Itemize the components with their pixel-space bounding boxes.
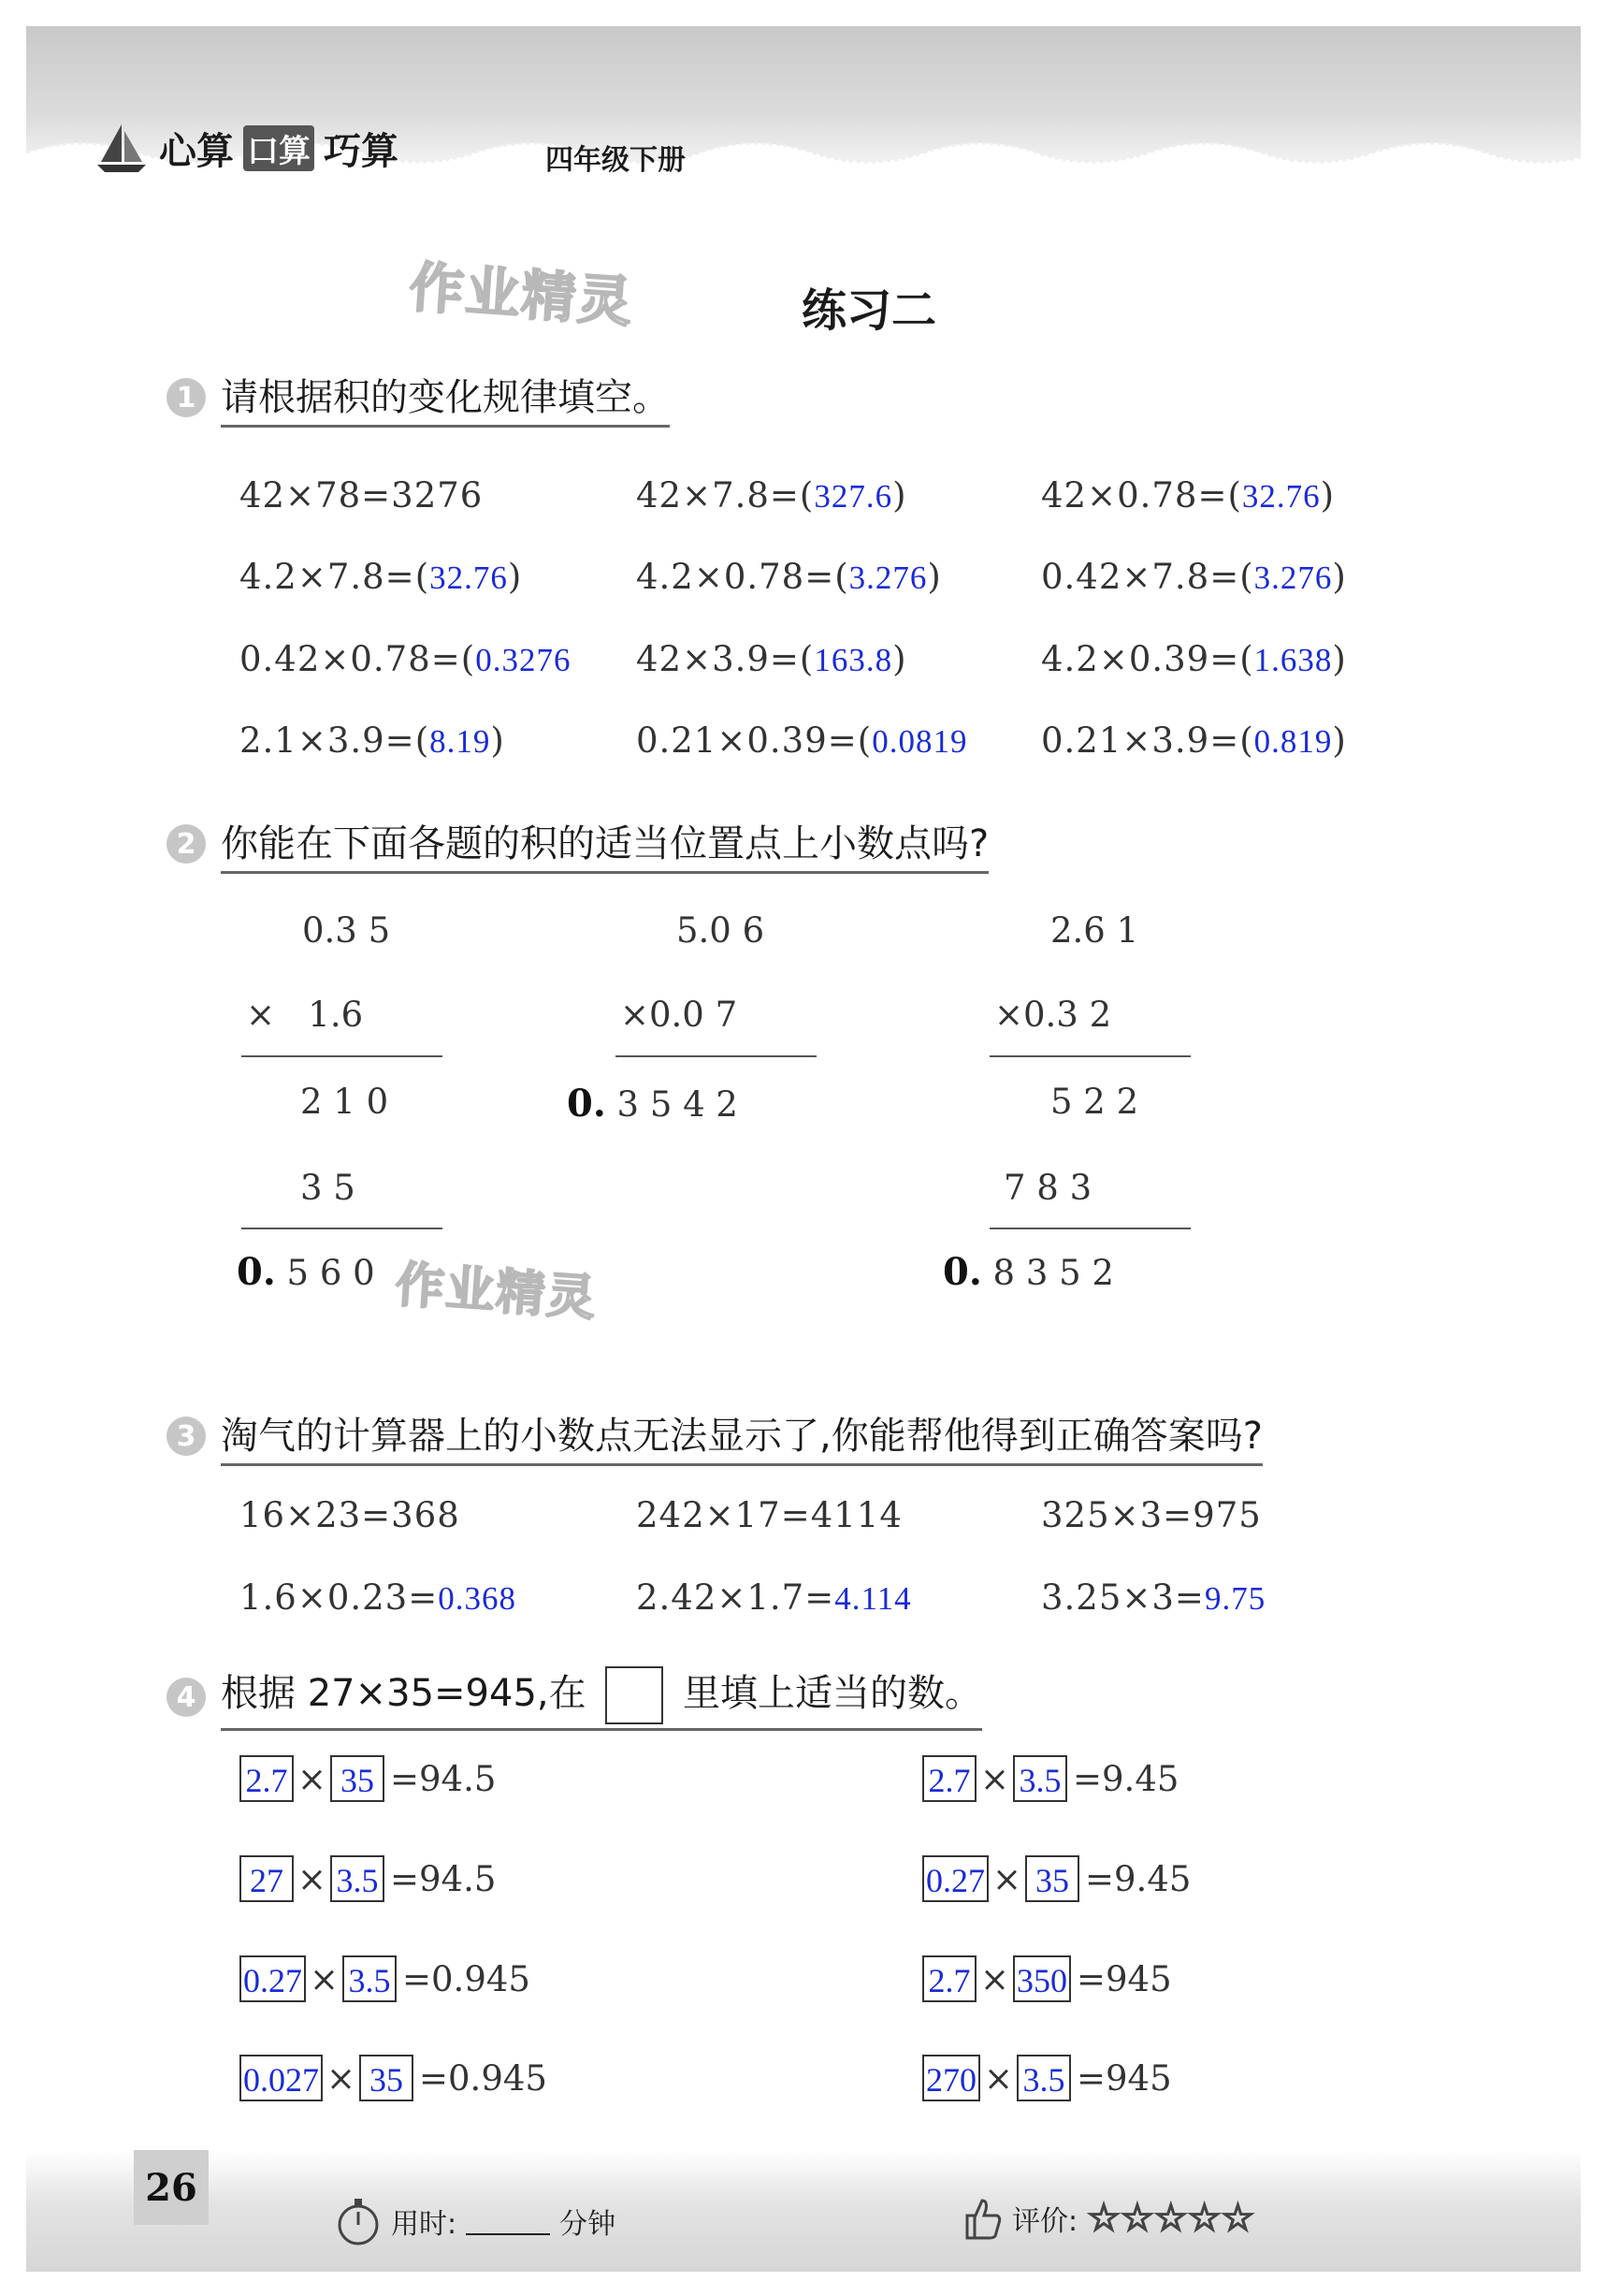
question-number: 4 [166,1678,206,1717]
equation-text: 4.2×7.8=( [239,557,430,597]
answer-box[interactable]: 27 [239,1855,294,1902]
time-label: 用时: [391,2208,457,2241]
star-icon[interactable]: ☆ [1120,2197,1154,2240]
rating-label: 评价: [1012,2205,1078,2238]
answer: 0.3276 [475,642,572,678]
decimal-prefix: 0. [943,1250,982,1294]
empty-box-symbol [605,1666,663,1724]
star-icon[interactable]: ☆ [1187,2197,1222,2240]
divider-line [990,1055,1191,1057]
answer-box[interactable]: 350 [1013,1955,1071,2002]
equation-text: 0.21×0.39=( [636,720,873,761]
answer: 3.276 [848,559,928,596]
answer: 32.76 [1241,478,1321,515]
answer: 4.114 [834,1580,912,1617]
equation-text: 0.42×7.8=( [1041,557,1254,597]
equation [1041,720,1347,761]
divider-line [990,1228,1191,1229]
equation-text: 4.2×0.39=( [1041,639,1254,679]
answer: 327.6 [814,478,893,515]
answer-box[interactable]: 35 [359,2055,413,2101]
fill-box-equation [922,1855,1191,1902]
equation-result: =945 [1077,1958,1172,1999]
watermark: 作业精灵 [407,254,636,335]
question-prompt: 淘气的计算器上的小数点无法显示了,你能帮他得到正确答案吗? [221,1406,1263,1466]
time-blank[interactable] [466,2207,550,2235]
equation [636,720,967,761]
partial-product-2: 7 8 3 [1004,1168,1092,1208]
fill-box-equation [239,2055,547,2101]
partial-product-1: 5 2 2 [1050,1082,1139,1122]
answer-box[interactable]: 0.27 [922,1855,989,1902]
answer: 8.19 [429,723,491,760]
equation [1041,639,1347,679]
answer-box[interactable]: 3.5 [330,1855,384,1902]
answer-box[interactable]: 0.027 [239,2055,323,2101]
equation-text: 2.42×1.7= [636,1577,835,1618]
times-sign: × [310,1958,340,1999]
equation-result: =0.945 [419,2057,547,2099]
equation-text: 4.2×0.78=( [636,557,849,597]
equation-result: =945 [1077,2057,1172,2099]
equation-text: 1.6×0.23= [239,1577,439,1618]
brand-text-b: 口算 [243,125,314,171]
partial-product-1: 2 1 0 [300,1082,389,1122]
product-result [237,1250,375,1294]
question-prompt: 你能在下面各题的积的适当位置点上小数点吗? [221,814,989,874]
equation [239,720,505,761]
equation [636,639,907,679]
equation-text: 42×78=3276 [239,475,484,516]
question-prompt [221,1664,982,1731]
equation [636,475,907,516]
partial-product-2: 3 5 [300,1168,355,1208]
divider-line [241,1228,442,1229]
fill-box-equation [922,1955,1172,2002]
equation-result: =94.5 [390,1858,497,1899]
closing-paren: ) [507,557,523,597]
equation-text: 42×3.9=( [636,639,815,679]
rating-field [962,2195,1254,2242]
page [26,26,1581,2272]
fill-box-equation [239,1955,530,2002]
multiplier: ×0.0 7 [620,995,738,1035]
equation-with-answer [1041,1577,1266,1618]
thumbs-up-icon [962,2195,1003,2242]
sailboat-icon [94,120,150,176]
equation [239,639,571,679]
equation [239,557,522,597]
answer-box[interactable]: 2.7 [922,1755,977,1802]
multiplier: ×0.3 2 [994,995,1112,1035]
rating-stars [1087,2197,1254,2240]
stopwatch-icon [335,2195,382,2247]
equation [636,557,942,597]
equation-result: =94.5 [390,1758,497,1799]
multiplicand: 2.6 1 [1050,910,1139,951]
divider-line [615,1055,817,1057]
product-result [943,1250,1114,1294]
equation-result: =9.45 [1085,1858,1192,1899]
product-digits: 5 6 0 [286,1253,375,1293]
prompt-part-a: 根据 27×35=945,在 [221,1672,586,1715]
time-field [335,2195,615,2247]
times-sign: × [980,1958,1010,1999]
answer-box[interactable]: 0.27 [239,1955,306,2002]
equation [1041,557,1347,597]
brand-logo [94,120,398,176]
product-digits: 3 5 4 2 [616,1084,738,1125]
answer: 0.819 [1253,723,1333,760]
question-prompt: 请根据积的变化规律填空。 [221,368,670,428]
fill-box-equation [239,1855,496,1902]
answer-box[interactable]: 2.7 [922,1955,977,2002]
equation-text: 0.42×0.78=( [239,639,476,679]
question-2-heading [166,814,989,874]
times-sign: × [297,1858,327,1899]
equation [1041,475,1335,516]
star-icon[interactable]: ☆ [1221,2197,1255,2240]
answer-box[interactable]: 3.5 [342,1955,397,2002]
answer-box[interactable]: 2.7 [239,1755,294,1802]
question-4-heading [166,1664,982,1731]
fill-box-equation [239,1755,496,1802]
decimal-prefix: 0. [237,1250,276,1294]
multiplicand: 0.3 5 [302,910,391,951]
answer-box[interactable]: 3.5 [1017,2055,1071,2101]
time-unit: 分钟 [559,2208,616,2241]
footer-band [26,2150,1581,2272]
reference-equation: 242×17=4114 [636,1495,903,1535]
times-sign: × [326,2057,356,2099]
equation [239,475,483,516]
prompt-part-b: 里填上适当的数。 [683,1672,983,1715]
reference-equation: 16×23=368 [239,1495,460,1535]
star-icon[interactable]: ☆ [1153,2197,1188,2240]
answer-box[interactable]: 3.5 [1013,1755,1067,1802]
equation-with-answer [636,1577,912,1618]
answer: 9.75 [1204,1580,1266,1617]
decimal-prefix: 0. [567,1082,606,1126]
equation-text: 2.1×3.9=( [239,720,430,761]
closing-paren: ) [927,557,942,597]
reference-equation: 325×3=975 [1041,1495,1262,1535]
answer: 1.638 [1253,642,1333,678]
product-digits: 8 3 5 2 [992,1253,1114,1293]
equation-text: 0.21×3.9=( [1041,720,1254,761]
brand-text-a: 心算 [159,129,234,173]
question-3-heading [166,1406,1263,1466]
closing-paren: ) [892,475,907,516]
closing-paren: ) [490,720,505,761]
brand-text-c: 巧算 [324,129,398,173]
closing-paren: ) [1320,475,1336,516]
question-number: 2 [166,824,206,864]
equation-text: 42×0.78=( [1041,475,1242,516]
answer-box[interactable]: 35 [330,1755,384,1802]
closing-paren: ) [1332,639,1347,679]
product-result [567,1082,738,1126]
equation-with-answer [239,1577,516,1618]
equation-result: =0.945 [402,1958,530,1999]
times-sign: × [297,1758,327,1799]
grade-label: 四年级下册 [545,144,686,177]
closing-paren: ) [1332,720,1347,761]
question-1-heading [166,368,670,428]
equation-result: =9.45 [1073,1758,1179,1799]
page-title: 练习二 [801,284,936,337]
times-sign: × [992,1858,1022,1899]
times-sign: × [984,2057,1014,2099]
answer: 32.76 [429,559,508,596]
divider-line [241,1055,442,1057]
multiplier: × 1.6 [246,995,364,1035]
answer: 0.0819 [872,723,968,760]
watermark: 作业精灵 [393,1257,600,1328]
answer: 3.276 [1253,559,1333,596]
times-sign: × [980,1758,1010,1799]
closing-paren: ) [1332,557,1347,597]
closing-paren: ) [892,639,907,679]
fill-box-equation [922,2055,1172,2101]
star-icon[interactable]: ☆ [1087,2197,1121,2240]
multiplicand: 5.0 6 [676,910,765,951]
question-number: 3 [166,1417,206,1456]
answer-box[interactable]: 270 [922,2055,980,2101]
answer: 0.368 [438,1580,516,1617]
equation-text: 3.25×3= [1041,1577,1205,1618]
answer-box[interactable]: 35 [1025,1855,1079,1902]
page-number: 26 [134,2150,209,2225]
answer: 163.8 [814,642,893,678]
equation-text: 42×7.8=( [636,475,815,516]
question-number: 1 [166,378,206,417]
fill-box-equation [922,1755,1179,1802]
